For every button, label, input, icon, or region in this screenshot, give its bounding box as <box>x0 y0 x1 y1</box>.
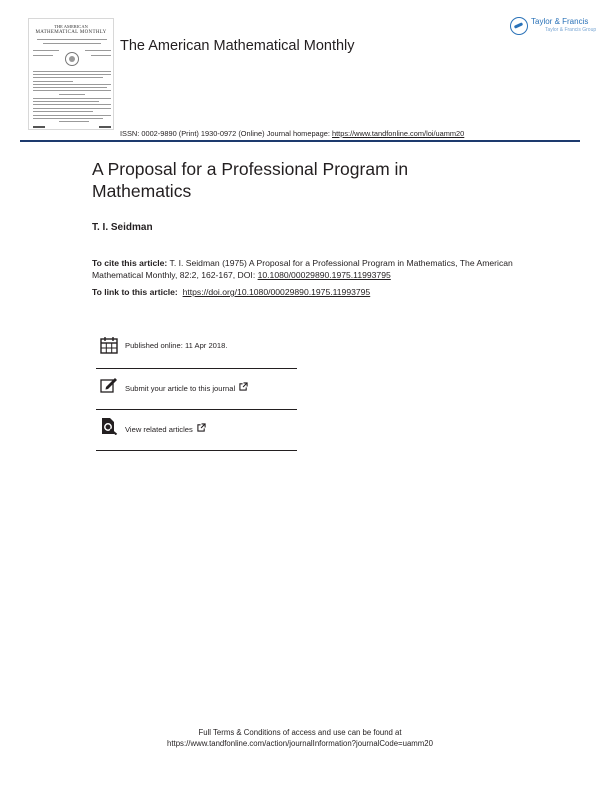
article-author: T. I. Seidman <box>92 222 153 233</box>
external-link-icon <box>197 423 206 432</box>
doi-link[interactable]: 10.1080/00029890.1975.11993795 <box>257 270 391 280</box>
external-link-icon <box>239 382 248 391</box>
cover-seal-icon <box>65 52 79 66</box>
publisher-name: Taylor & Francis <box>531 17 589 26</box>
edit-icon <box>100 376 118 394</box>
publisher-logo-icon <box>510 17 528 35</box>
submit-article-text: Submit your article to this journal <box>125 384 236 393</box>
row-divider <box>96 368 297 369</box>
journal-title: The American Mathematical Monthly <box>120 38 355 54</box>
cover-journal-line2: MATHEMATICAL MONTHLY <box>35 30 107 35</box>
row-divider <box>96 409 297 410</box>
link-label: To link to this article: <box>92 287 178 297</box>
related-search-icon <box>100 417 118 435</box>
submit-article-row[interactable] <box>96 373 297 413</box>
article-doi-url[interactable]: https://doi.org/10.1080/00029890.1975.11993795 <box>182 287 371 297</box>
cover-journal-line1: THE AMERICAN <box>54 24 88 29</box>
header-rule <box>20 140 580 142</box>
footer-terms-link[interactable]: https://www.tandfonline.com/action/journalInformation?journalCode=uamm20 <box>167 739 433 748</box>
journal-cover-thumbnail <box>28 18 114 130</box>
article-title: A Proposal for a Professional Program in Mathematics <box>92 159 409 201</box>
calendar-icon <box>100 336 118 354</box>
link-line <box>92 287 370 297</box>
footer-terms-text: Full Terms & Conditions of access and use can be found at <box>198 728 402 737</box>
cite-text: T. I. Seidman (1975) A Proposal for a Professional Program in Mathematics, The American Mathematical Monthly, 82:2, 162-167, DOI: <box>92 258 513 280</box>
publisher-logo[interactable] <box>510 16 597 38</box>
footer <box>0 727 600 749</box>
related-articles-row[interactable] <box>96 414 297 454</box>
citation-block <box>92 257 532 281</box>
publisher-subname: Taylor & Francis Group <box>545 27 597 33</box>
submit-article-link[interactable] <box>125 382 248 393</box>
issn-line <box>120 129 464 138</box>
published-online-row <box>96 333 297 373</box>
issn-text: ISSN: 0002-9890 (Print) 1930-0972 (Online) Journal homepage: <box>120 129 332 138</box>
cite-label: To cite this article: <box>92 258 168 268</box>
related-articles-text: View related articles <box>125 425 193 434</box>
journal-homepage-link[interactable]: https://www.tandfonline.com/loi/uamm20 <box>332 129 465 138</box>
row-divider <box>96 450 297 451</box>
related-articles-link[interactable] <box>125 423 206 434</box>
published-online-text: Published online: 11 Apr 2018. <box>125 341 228 350</box>
